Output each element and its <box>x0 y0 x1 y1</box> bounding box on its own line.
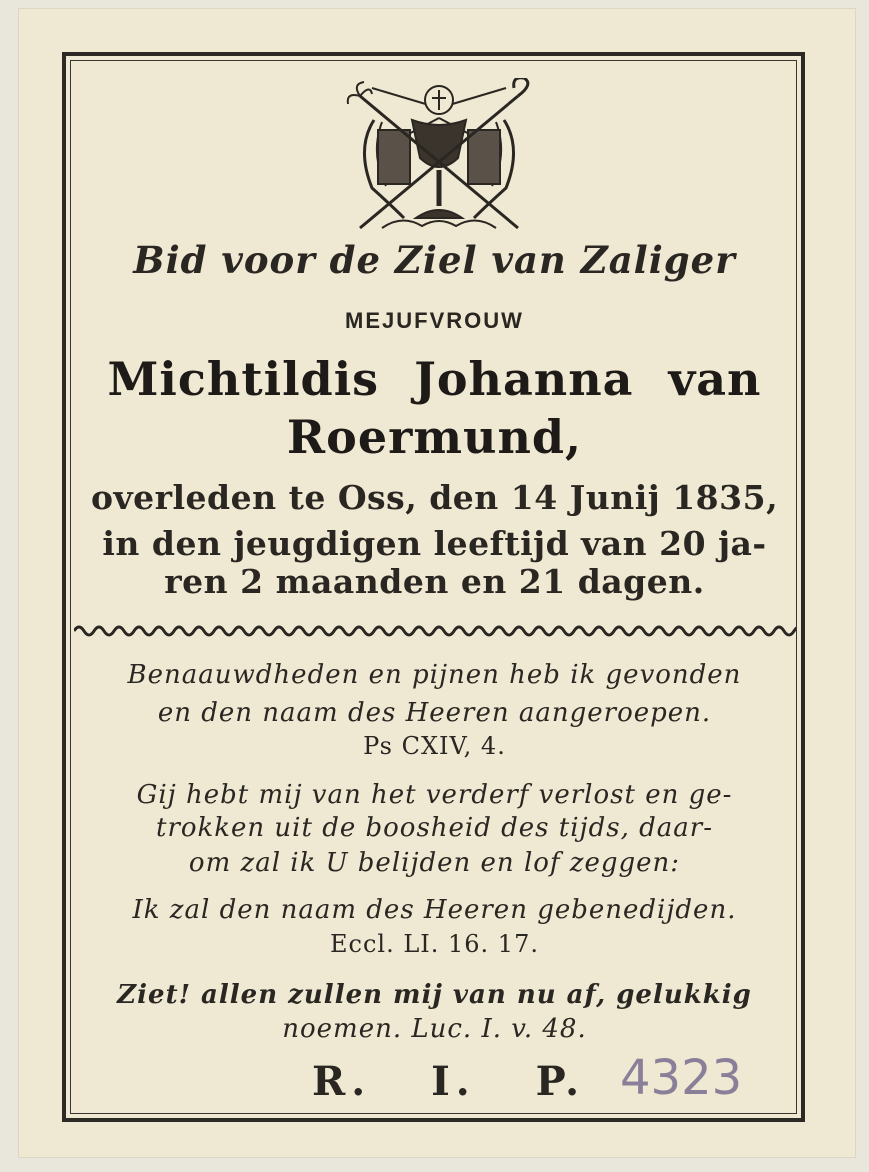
verse-2-line-2: trokken uit de boosheid des tijds, daar- <box>156 813 713 843</box>
verse-2-reference: Eccl. LI. 16. 17. <box>330 930 539 958</box>
deceased-name-line-1: Michtildis Johanna van <box>107 352 762 406</box>
verse-3-line-2: noemen. Luc. I. v. 48. <box>282 1014 587 1044</box>
rip-closing: R. I. P. <box>312 1058 586 1105</box>
card-heading: Bid voor de Ziel van Zaliger <box>133 238 736 282</box>
verse-2-line-4: Ik zal den naam des Heeren gebenedijden. <box>132 895 737 925</box>
deceased-name-line-2: Roermund, <box>286 410 583 464</box>
wavy-divider <box>74 618 796 644</box>
verse-2-line-1: Gij hebt mij van het verderf verlost en ge- <box>136 780 733 810</box>
verse-1-reference: Ps CXIV, 4. <box>363 732 506 760</box>
verse-1-line-1: Benaauwdheden en pijnen heb ik gevonden <box>127 660 742 690</box>
archive-number-pencil <box>616 1038 776 1112</box>
verse-2-line-3: om zal ik U belijden en lof zeggen: <box>188 848 681 878</box>
verse-1-line-2: en den naam des Heeren aangeroepen. <box>157 698 712 728</box>
chalice-host-emblem-icon <box>342 78 536 234</box>
title-prefix: MEJUFVROUW <box>345 308 524 333</box>
verse-3-line-1: Ziet! allen zullen mij van nu af, gelukkig <box>117 980 752 1010</box>
death-info-line-3: ren 2 maanden en 21 dagen. <box>164 562 705 601</box>
death-info-line-2: in den jeugdigen leeftijd van 20 ja- <box>102 524 767 563</box>
death-info-line-1: overleden te Oss, den 14 Junij 1835, <box>90 478 779 517</box>
archive-number: 4323 <box>620 1050 743 1106</box>
